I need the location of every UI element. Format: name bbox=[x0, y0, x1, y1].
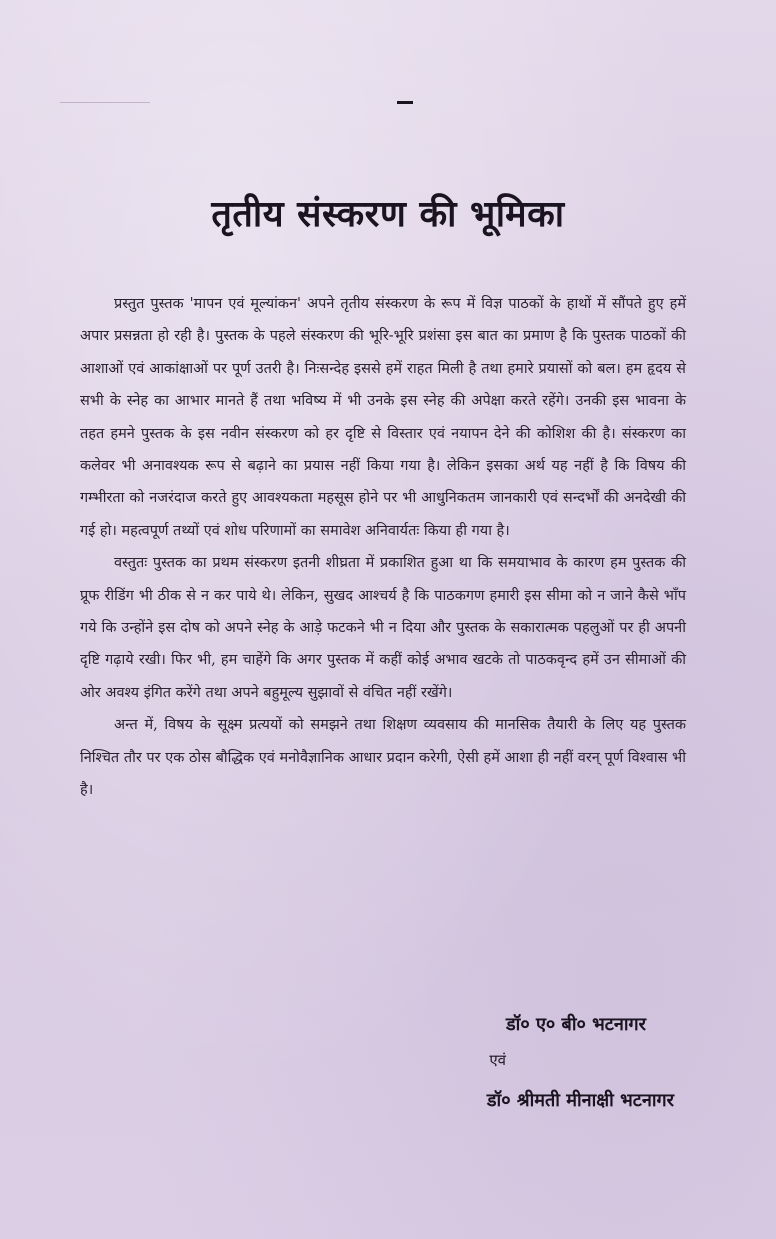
paragraph-1: प्रस्तुत पुस्तक 'मापन एवं मूल्यांकन' अपने तृतीय संस्करण के रूप में विज्ञ पाठकों के हाथों में सौंपते हुए हमें अपार प्रसन्नता हो रही है। पुस्तक के पहले संस्करण की भूरि-भूरि प्रशंसा इस बात का प्रमाण है कि पुस्तक पाठकों की आशाओं एवं आकांक्षाओं पर पूर्ण उतरी है। निःसन्देह इससे हमें राहत मिली है तथा हमारे प्रयासों को बल। हम हृदय से सभी के स्नेह का आभार मानते हैं तथा भविष्य में भी उनके इस स्नेह की अपेक्षा करते रहेंगे। उनकी इस भावना के तहत हमने पुस्तक के इस नवीन संस्करण को हर दृष्टि से विस्तार एवं नयापन देने की कोशिश की है। संस्करण का कलेवर भी अनावश्यक रूप से बढ़ाने का प्रयास नहीं किया गया है। लेकिन इसका अर्थ यह नहीं है कि विषय की गम्भीरता को नजरंदाज करते हुए आवश्यकता महसूस होने पर भी आधुनिकतम जानकारी एवं सन्दर्भों की अनदेखी की गई हो। महत्वपूर्ण तथ्यों एवं शोध परिणामों का समावेश अनिवार्यतः किया ही गया है। bbox=[80, 296, 686, 539]
paragraph-3: अन्त में, विषय के सूक्ष्म प्रत्ययों को समझने तथा शिक्षण व्यवसाय की मानसिक तैयारी के लिए यह पुस्तक निश्चित तौर पर एक ठोस बौद्धिक एवं मनोवैज्ञानिक आधार प्रदान करेगी, ऐसी हमें आशा ही नहीं वरन् पूर्ण विश्वास भी है। bbox=[80, 717, 686, 799]
signature-conjunction: एवं bbox=[489, 1051, 506, 1069]
signature-author-2: डॉ० श्रीमती मीनाक्षी भटनागर bbox=[486, 1090, 674, 1111]
ink-dash-mark bbox=[397, 101, 413, 104]
page-title: तृतीय संस्करण की भूमिका bbox=[211, 194, 565, 235]
preface-body bbox=[80, 288, 686, 807]
faint-margin-line bbox=[60, 102, 150, 103]
signature-author-1: डॉ० ए० बी० भटनागर bbox=[506, 1014, 646, 1035]
paragraph-2: वस्तुतः पुस्तक का प्रथम संस्करण इतनी शीघ्रता में प्रकाशित हुआ था कि समयाभाव के कारण हम पुस्तक की प्रूफ रीडिंग भी ठीक से न कर पाये थे। लेकिन, सुखद आश्चर्य है कि पाठकगण हमारी इस सीमा को न जाने कैसे भाँप गये कि उन्होंने इस दोष को अपने स्नेह के आड़े फटकने भी न दिया और पुस्तक के सकारात्मक पहलुओं पर ही अपनी दृष्टि गढ़ाये रखी। फिर भी, हम चाहेंगे कि अगर पुस्तक में कहीं कोई अभाव खटके तो पाठकवृन्द हमें उन सीमाओं की ओर अवश्य इंगित करेंगे तथा अपने बहुमूल्य सुझावों से वंचित नहीं रखेंगे। bbox=[80, 555, 686, 701]
